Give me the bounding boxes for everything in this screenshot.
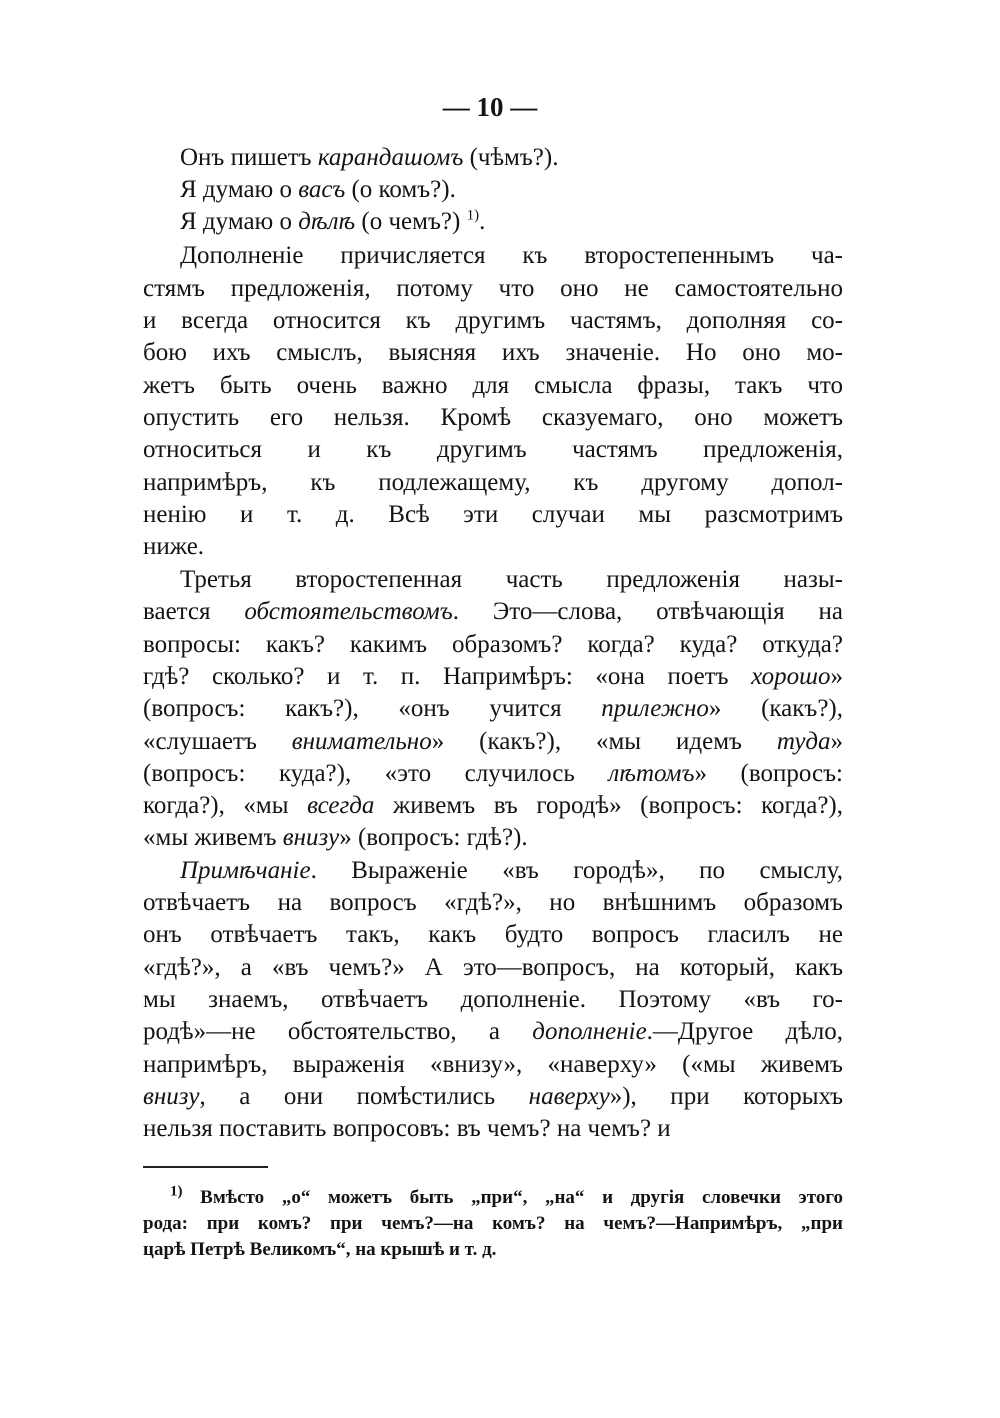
text-segment: живемъ въ городѣ» (вопросъ: когда?), bbox=[374, 792, 843, 819]
text-segment: опустить его нельзя. Кромѣ сказуемаго, оно можетъ bbox=[143, 404, 843, 431]
text-segment: и всегда относится къ другимъ частямъ, дополняя со- bbox=[143, 307, 843, 334]
text-segment: родѣ»—не обстоятельство, а bbox=[143, 1018, 533, 1045]
text-segment: «слушаетъ bbox=[143, 728, 292, 755]
text-segment: бою ихъ смыслъ, выясняя ихъ значеніе. Но оно мо- bbox=[143, 339, 843, 366]
text-segment: . bbox=[479, 208, 486, 235]
text-segment: »), при которыхъ bbox=[609, 1083, 844, 1110]
text-segment: «гдѣ?», а «въ чемъ?» А это—вопросъ, на который, какъ bbox=[143, 954, 843, 981]
text-line bbox=[143, 630, 843, 660]
italic-term: внимательно bbox=[291, 728, 432, 755]
page-number: — 10 — bbox=[442, 92, 538, 122]
text-line bbox=[143, 435, 843, 465]
text-line bbox=[143, 274, 843, 304]
text-segment: напримѣръ, къ подлежащему, къ другому допол- bbox=[143, 469, 843, 496]
footnote-line bbox=[143, 1212, 843, 1236]
text-segment: когда?), «мы bbox=[143, 792, 308, 819]
text-line bbox=[143, 662, 843, 692]
text-segment: ниже. bbox=[143, 533, 205, 560]
text-segment: царѣ Петрѣ Великомъ“, на крышѣ и т. д. bbox=[143, 1239, 497, 1260]
text-segment: (вопросъ: какъ?), «онъ учится bbox=[143, 695, 602, 722]
italic-term: Примѣчаніе bbox=[180, 857, 311, 884]
italic-term: дѣлѣ bbox=[298, 208, 356, 235]
italic-term: внизу bbox=[143, 1083, 200, 1110]
text-segment: относиться и къ другимъ частямъ предложенія, bbox=[143, 436, 843, 463]
text-line bbox=[180, 565, 843, 595]
italic-term: обстоятельствомъ bbox=[244, 598, 453, 625]
text-segment: » (вопросъ: гдѣ?). bbox=[339, 824, 528, 851]
text-segment: рода: при комъ? при чемъ?—на комъ? на чемъ?—Напримѣръ, „при bbox=[143, 1213, 843, 1234]
text-line bbox=[143, 791, 843, 821]
text-segment: Вмѣсто „о“ можетъ быть „при“, „на“ и другія словечки этого bbox=[182, 1187, 843, 1208]
text-line bbox=[143, 403, 843, 433]
text-line bbox=[143, 1017, 843, 1047]
text-line bbox=[180, 207, 843, 237]
text-segment: .—Другое дѣло, bbox=[646, 1018, 843, 1045]
italic-term: всегда bbox=[307, 792, 375, 819]
text-segment: гдѣ? сколько? и т. п. Напримѣръ: «она поетъ bbox=[143, 663, 752, 690]
text-segment: » (какъ?), «мы идемъ bbox=[431, 728, 777, 755]
text-segment: (чѣмъ?). bbox=[463, 144, 559, 171]
text-segment: , а они помѣстились bbox=[199, 1083, 529, 1110]
text-segment: Я думаю о bbox=[180, 176, 299, 203]
text-line bbox=[143, 1082, 843, 1112]
text-line bbox=[143, 1050, 843, 1080]
text-line bbox=[143, 888, 843, 918]
text-line bbox=[180, 175, 843, 205]
text-line bbox=[143, 985, 843, 1015]
text-segment: Я думаю о bbox=[180, 208, 299, 235]
text-segment: . Это—слова, отвѣчающія на bbox=[452, 598, 843, 625]
italic-term: хорошо bbox=[751, 663, 831, 690]
italic-term: туда bbox=[776, 728, 831, 755]
text-segment: . Выраженіе «въ городѣ», по смыслу, bbox=[310, 857, 843, 884]
italic-term: карандашомъ bbox=[317, 144, 464, 171]
footnote-line bbox=[170, 1183, 843, 1210]
text-segment: » bbox=[830, 663, 843, 690]
footnote-divider bbox=[143, 1166, 268, 1168]
text-line bbox=[180, 856, 843, 886]
text-segment: (о чемъ?) bbox=[355, 208, 467, 235]
text-line bbox=[143, 597, 843, 627]
text-segment: » (вопросъ: bbox=[694, 760, 843, 787]
italic-term: наверху bbox=[528, 1083, 610, 1110]
text-segment: напримѣръ, выраженія «внизу», «наверху» («мы живемъ bbox=[143, 1051, 843, 1078]
text-line bbox=[180, 143, 843, 173]
text-line bbox=[143, 371, 843, 401]
text-line bbox=[143, 920, 843, 950]
text-segment: «мы живемъ bbox=[143, 824, 283, 851]
text-segment: Третья второстепенная часть предложенія назы- bbox=[180, 566, 843, 593]
text-segment: » bbox=[830, 728, 843, 755]
italic-term: дополненіе bbox=[532, 1018, 647, 1045]
text-line bbox=[143, 468, 843, 498]
text-line bbox=[143, 727, 843, 757]
text-segment: (о комъ?). bbox=[345, 176, 456, 203]
italic-term: прилежно bbox=[601, 695, 709, 722]
italic-term: васъ bbox=[298, 176, 346, 203]
text-segment: ненію и т. д. Всѣ эти случаи мы разсмотримъ bbox=[143, 501, 843, 528]
text-line bbox=[143, 338, 843, 368]
text-line bbox=[143, 694, 843, 724]
text-segment: отвѣчаетъ на вопросъ «гдѣ?», но внѣшнимъ образомъ bbox=[143, 889, 843, 916]
italic-term: внизу bbox=[282, 824, 340, 851]
footnote-marker: 1) bbox=[466, 207, 480, 224]
text-segment: нельзя поставить вопросовъ: въ чемъ? на чемъ? и bbox=[143, 1115, 671, 1142]
text-line bbox=[180, 241, 843, 271]
text-segment: вопросы: какъ? какимъ образомъ? когда? куда? откуда? bbox=[143, 631, 843, 658]
text-segment: Онъ пишетъ bbox=[180, 144, 318, 171]
footnote-line bbox=[143, 1238, 843, 1262]
text-line bbox=[143, 532, 843, 562]
text-segment: мы знаемъ, отвѣчаетъ дополненіе. Поэтому «въ го- bbox=[143, 986, 843, 1013]
text-segment: онъ отвѣчаетъ такъ, какъ будто вопросъ гласилъ не bbox=[143, 921, 843, 948]
text-line bbox=[143, 759, 843, 789]
text-segment: стямъ предложенія, потому что оно не самостоятельно bbox=[143, 275, 843, 302]
text-segment: » (какъ?), bbox=[708, 695, 843, 722]
italic-term: лѣтомъ bbox=[608, 760, 695, 787]
text-segment: вается bbox=[143, 598, 245, 625]
text-segment: (вопросъ: куда?), «это случилось bbox=[143, 760, 609, 787]
text-line bbox=[143, 953, 843, 983]
text-segment: Дополненіе причисляется къ второстепеннымъ ча- bbox=[180, 242, 843, 269]
text-line bbox=[143, 823, 843, 853]
text-line bbox=[143, 306, 843, 336]
text-segment: жетъ быть очень важно для смысла фразы, такъ что bbox=[143, 372, 843, 399]
text-line bbox=[143, 500, 843, 530]
footnote-number: 1) bbox=[170, 1183, 183, 1200]
text-line bbox=[143, 1114, 843, 1144]
